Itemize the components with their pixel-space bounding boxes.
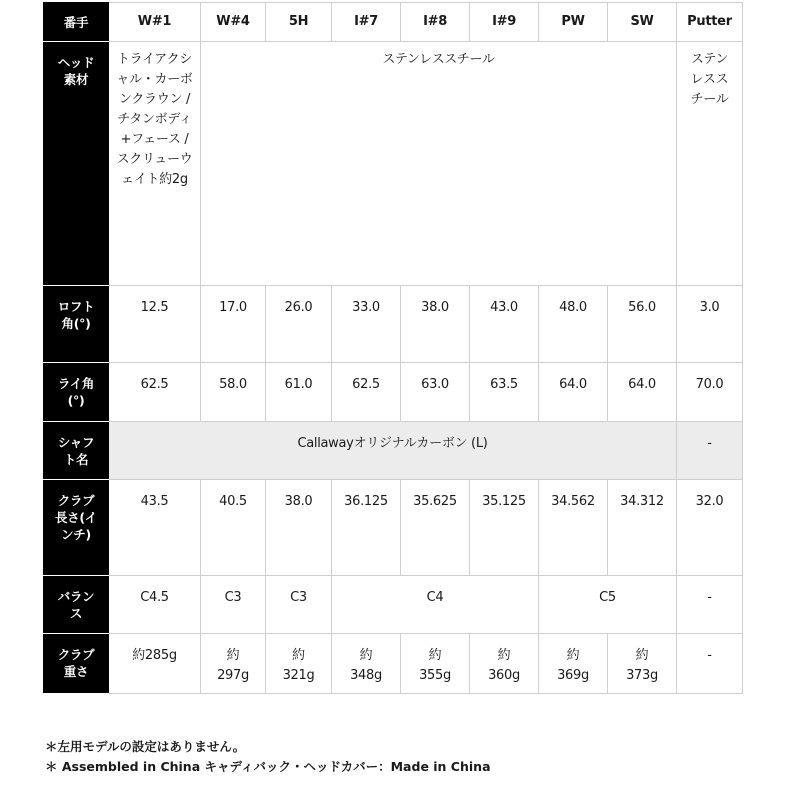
head-material-w1: トライアクシャル・カーボンクラウン / チタンボディ+フェース / スクリューウェイト約2g xyxy=(109,42,201,286)
row-label-head-material: ヘッド素材 xyxy=(44,42,109,286)
balance-row xyxy=(44,576,743,634)
lie-value: 70.0 xyxy=(677,363,743,422)
lie-value: 64.0 xyxy=(539,363,608,422)
loft-value: 3.0 xyxy=(677,286,743,363)
row-label-weight: クラブ重さ xyxy=(44,634,109,694)
column-header-5h: 5H xyxy=(266,3,332,42)
row-label-lie: ライ角(°) xyxy=(44,363,109,422)
column-header-pw: PW xyxy=(539,3,608,42)
lie-value: 63.0 xyxy=(401,363,470,422)
loft-value: 56.0 xyxy=(608,286,677,363)
loft-value: 12.5 xyxy=(109,286,201,363)
balance-w1: C4.5 xyxy=(109,576,201,634)
length-value: 34.312 xyxy=(608,480,677,576)
length-row xyxy=(44,480,743,576)
lie-value: 62.5 xyxy=(109,363,201,422)
length-value: 32.0 xyxy=(677,480,743,576)
weight-sw: 約373g xyxy=(608,634,677,694)
length-value: 36.125 xyxy=(332,480,401,576)
lie-value: 58.0 xyxy=(201,363,266,422)
length-value: 40.5 xyxy=(201,480,266,576)
column-header-i9: I#9 xyxy=(470,3,539,42)
loft-value: 48.0 xyxy=(539,286,608,363)
weight-putter: - xyxy=(677,634,743,694)
footnote-left-handed: ＊左用モデルの設定はありません。 xyxy=(45,739,246,754)
weight-w1: 約285g xyxy=(109,634,201,694)
shaft-putter: - xyxy=(677,422,743,480)
weight-row xyxy=(44,634,743,694)
weight-i9: 約360g xyxy=(470,634,539,694)
lie-row xyxy=(44,363,743,422)
column-header-i8: I#8 xyxy=(401,3,470,42)
shaft-row xyxy=(44,422,743,480)
head-material-irons: ステンレススチール xyxy=(201,42,677,286)
length-value: 35.125 xyxy=(470,480,539,576)
column-header-putter: Putter xyxy=(677,3,743,42)
loft-value: 33.0 xyxy=(332,286,401,363)
row-label-length: クラブ長さ(インチ) xyxy=(44,480,109,576)
spec-table xyxy=(43,2,743,694)
weight-5h: 約321g xyxy=(266,634,332,694)
footnote-origin: ＊ Assembled in China キャディバック・ヘッドカバー：Made in China xyxy=(45,759,491,774)
loft-value: 26.0 xyxy=(266,286,332,363)
footnotes xyxy=(45,737,491,777)
length-value: 34.562 xyxy=(539,480,608,576)
balance-w4: C3 xyxy=(201,576,266,634)
row-label-shaft: シャフト名 xyxy=(44,422,109,480)
lie-value: 64.0 xyxy=(608,363,677,422)
loft-value: 43.0 xyxy=(470,286,539,363)
length-value: 38.0 xyxy=(266,480,332,576)
head-material-row xyxy=(44,42,743,286)
column-header-w1: W#1 xyxy=(109,3,201,42)
loft-value: 38.0 xyxy=(401,286,470,363)
row-label-loft: ロフト角(°) xyxy=(44,286,109,363)
lie-value: 61.0 xyxy=(266,363,332,422)
row-label-balance: バランス xyxy=(44,576,109,634)
row-label-number: 番手 xyxy=(44,3,109,42)
loft-row xyxy=(44,286,743,363)
lie-value: 62.5 xyxy=(332,363,401,422)
lie-value: 63.5 xyxy=(470,363,539,422)
weight-i8: 約355g xyxy=(401,634,470,694)
column-header-w4: W#4 xyxy=(201,3,266,42)
balance-putter: - xyxy=(677,576,743,634)
balance-i7-i9: C4 xyxy=(332,576,539,634)
head-material-putter: ステンレススチール xyxy=(677,42,743,286)
balance-5h: C3 xyxy=(266,576,332,634)
balance-pw-sw: C5 xyxy=(539,576,677,634)
weight-pw: 約369g xyxy=(539,634,608,694)
shaft-value: Callawayオリジナルカーボン (L) xyxy=(109,422,677,480)
column-header-sw: SW xyxy=(608,3,677,42)
column-header-i7: I#7 xyxy=(332,3,401,42)
loft-value: 17.0 xyxy=(201,286,266,363)
length-value: 35.625 xyxy=(401,480,470,576)
weight-i7: 約348g xyxy=(332,634,401,694)
header-row xyxy=(44,3,743,42)
length-value: 43.5 xyxy=(109,480,201,576)
weight-w4: 約297g xyxy=(201,634,266,694)
